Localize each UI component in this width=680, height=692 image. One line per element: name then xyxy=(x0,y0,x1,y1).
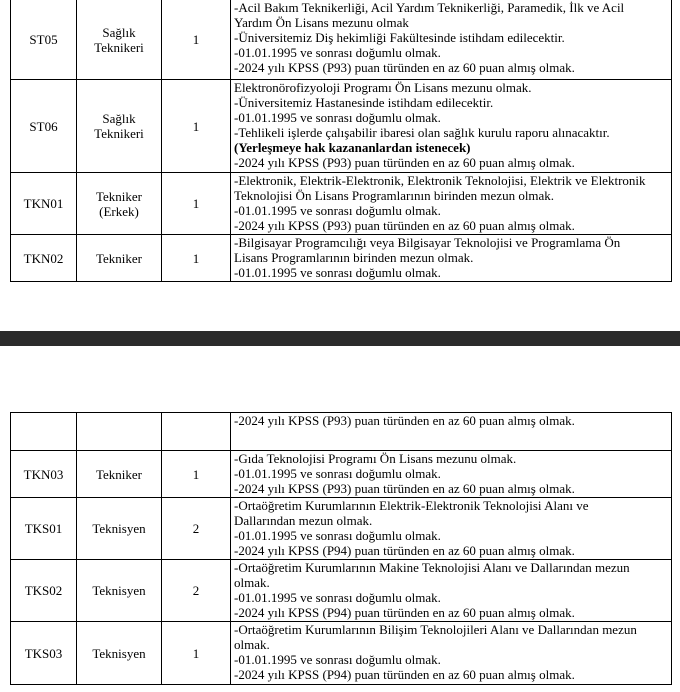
position-requirements: Elektronörofizyoloji Programı Ön Lisans mezunu olmak. -Üniversitemiz Hastanesinde istihdam edilecektir. -01.01.1995 ve sonrası doğumlu olmak. -Tehlikeli işlerde çalışabilir ibaresi olan sağlık kurulu raporu alınacaktır. (Yerleşmeye hak kazananlardan istenecek) -2024 yılı KPSS (P93) puan türünden en az 60 puan almış olmak. xyxy=(231,80,672,173)
position-code: TKN01 xyxy=(11,173,77,235)
position-code: TKN02 xyxy=(11,235,77,282)
position-title: Tekniker xyxy=(77,451,162,498)
table-row xyxy=(11,622,672,685)
position-title: Tekniker xyxy=(77,235,162,282)
page-divider xyxy=(0,331,680,346)
position-title: Teknisyen xyxy=(77,560,162,622)
position-requirements: -Bilgisayar Programcılığı veya Bilgisayar Teknolojisi ve Programlama Ön Lisans Programlarının birinden mezun olmak. -01.01.1995 ve sonrası doğumlu olmak. xyxy=(231,235,672,282)
position-requirements: -Gıda Teknolojisi Programı Ön Lisans mezunu olmak. -01.01.1995 ve sonrası doğumlu olmak. -2024 yılı KPSS (P93) puan türünden en az 60 puan almış olmak. xyxy=(231,451,672,498)
position-requirements: -2024 yılı KPSS (P93) puan türünden en az 60 puan almış olmak. xyxy=(231,413,672,451)
position-count: 1 xyxy=(162,235,231,282)
table-row xyxy=(11,560,672,622)
position-count: 1 xyxy=(162,0,231,80)
position-code: ST06 xyxy=(11,80,77,173)
position-count: 1 xyxy=(162,451,231,498)
position-title: Sağlık Teknikeri xyxy=(77,0,162,80)
position-requirements: -Elektronik, Elektrik-Elektronik, Elektronik Teknolojisi, Elektrik ve Elektronik Teknolojisi Ön Lisans Programlarının birinden mezun olmak. -01.01.1995 ve sonrası doğumlu olmak. -2024 yılı KPSS (P93) puan türünden en az 60 puan almış olmak. xyxy=(231,173,672,235)
position-requirements: -Ortaöğretim Kurumlarının Bilişim Teknolojileri Alanı ve Dallarından mezun olmak. -01.01.1995 ve sonrası doğumlu olmak. -2024 yılı KPSS (P94) puan türünden en az 60 puan almış olmak. xyxy=(231,622,672,685)
position-code: ST05 xyxy=(11,0,77,80)
position-title: Tekniker (Erkek) xyxy=(77,173,162,235)
position-count: 1 xyxy=(162,80,231,173)
position-title: Teknisyen xyxy=(77,498,162,560)
position-title: Sağlık Teknikeri xyxy=(77,80,162,173)
empty-cell xyxy=(11,413,77,451)
position-code: TKS01 xyxy=(11,498,77,560)
position-count: 1 xyxy=(162,173,231,235)
position-count: 2 xyxy=(162,560,231,622)
table-row xyxy=(11,451,672,498)
table-row xyxy=(11,498,672,560)
position-requirements: -Ortaöğretim Kurumlarının Elektrik-Elektronik Teknolojisi Alanı ve Dallarından mezun olmak. -01.01.1995 ve sonrası doğumlu olmak. -2024 yılı KPSS (P94) puan türünden en az 60 puan almış olmak. xyxy=(231,498,672,560)
position-title: Teknisyen xyxy=(77,622,162,685)
position-code: TKN03 xyxy=(11,451,77,498)
positions-table-page1 xyxy=(10,0,672,282)
position-code: TKS03 xyxy=(11,622,77,685)
table-row xyxy=(11,235,672,282)
position-code: TKS02 xyxy=(11,560,77,622)
empty-cell xyxy=(77,413,162,451)
table-row xyxy=(11,80,672,173)
table-row xyxy=(11,0,672,80)
position-requirements: -Ortaöğretim Kurumlarının Makine Teknolojisi Alanı ve Dallarından mezun olmak. -01.01.1995 ve sonrası doğumlu olmak. -2024 yılı KPSS (P94) puan türünden en az 60 puan almış olmak. xyxy=(231,560,672,622)
positions-table-page2 xyxy=(10,412,672,685)
position-requirements: -Acil Bakım Teknikerliği, Acil Yardım Teknikerliği, Paramedik, İlk ve Acil Yardım Ön Lisans mezunu olmak -Üniversitemiz Diş hekimliği Fakültesinde istihdam edilecektir. -01.01.1995 ve sonrası doğumlu olmak. -2024 yılı KPSS (P93) puan türünden en az 60 puan almış olmak. xyxy=(231,0,672,80)
position-count: 2 xyxy=(162,498,231,560)
table-row xyxy=(11,173,672,235)
table-row xyxy=(11,413,672,451)
position-count: 1 xyxy=(162,622,231,685)
empty-cell xyxy=(162,413,231,451)
